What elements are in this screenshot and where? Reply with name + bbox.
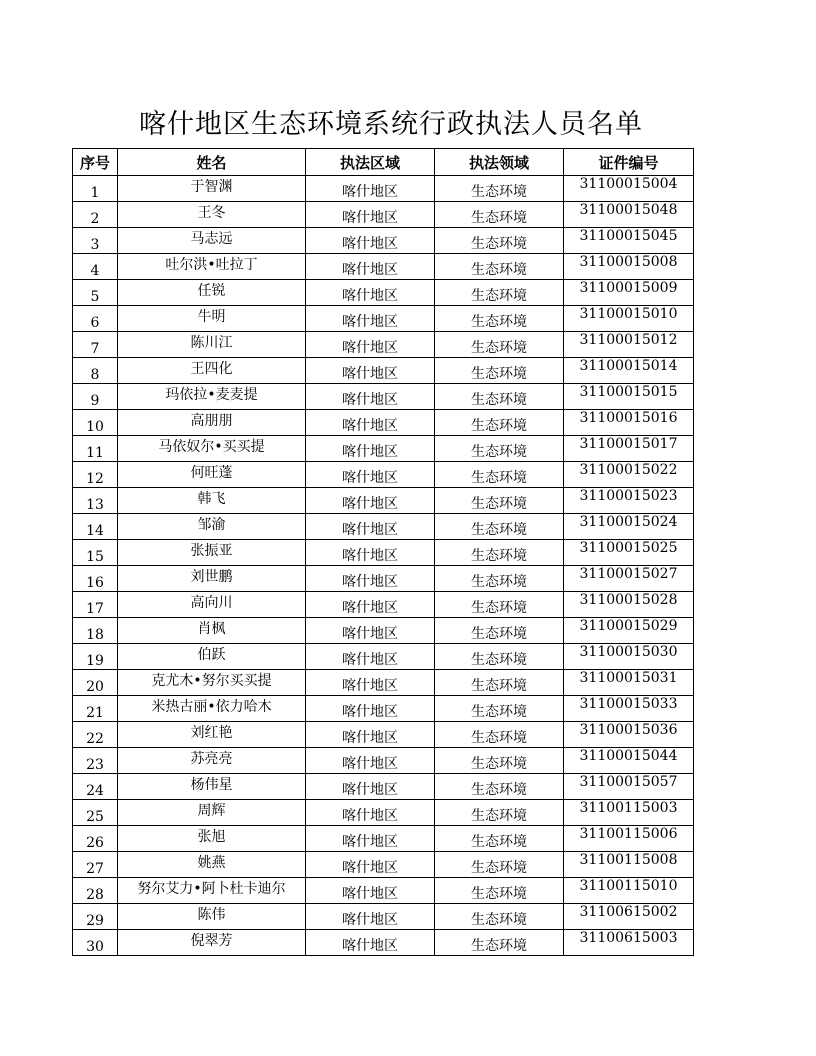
table-row — [73, 904, 694, 930]
cell-cert-number: 31100015024 — [564, 514, 694, 540]
cell-name: 王四化 — [118, 358, 306, 384]
cell-seq: 25 — [73, 800, 118, 826]
cell-name: 刘世鹏 — [118, 566, 306, 592]
cell-field: 生态环境 — [435, 384, 564, 410]
cell-name: 张旭 — [118, 826, 306, 852]
cell-area: 喀什地区 — [306, 540, 435, 566]
cell-field: 生态环境 — [435, 540, 564, 566]
cell-seq: 10 — [73, 410, 118, 436]
table-row — [73, 566, 694, 592]
table-row — [73, 618, 694, 644]
cell-seq: 3 — [73, 228, 118, 254]
cell-area: 喀什地区 — [306, 228, 435, 254]
cell-seq: 21 — [73, 696, 118, 722]
table-row — [73, 748, 694, 774]
table-row — [73, 852, 694, 878]
cell-name: 苏亮亮 — [118, 748, 306, 774]
cell-seq: 13 — [73, 488, 118, 514]
table-row — [73, 358, 694, 384]
personnel-table — [72, 148, 694, 956]
cell-field: 生态环境 — [435, 852, 564, 878]
cell-name: 努尔艾力•阿卜杜卡迪尔 — [118, 878, 306, 904]
cell-name: 陈伟 — [118, 904, 306, 930]
cell-seq: 18 — [73, 618, 118, 644]
table-row — [73, 436, 694, 462]
cell-cert-number: 31100015004 — [564, 176, 694, 202]
cell-seq: 2 — [73, 202, 118, 228]
table-row — [73, 696, 694, 722]
cell-name: 刘红艳 — [118, 722, 306, 748]
cell-cert-number: 31100015015 — [564, 384, 694, 410]
cell-name: 伯跃 — [118, 644, 306, 670]
table-row — [73, 462, 694, 488]
cell-cert-number: 31100015036 — [564, 722, 694, 748]
cell-area: 喀什地区 — [306, 878, 435, 904]
cell-cert-number: 31100015044 — [564, 748, 694, 774]
cell-cert-number: 31100015016 — [564, 410, 694, 436]
table-row — [73, 488, 694, 514]
cell-area: 喀什地区 — [306, 618, 435, 644]
cell-cert-number: 31100015057 — [564, 774, 694, 800]
table-row — [73, 878, 694, 904]
cell-field: 生态环境 — [435, 878, 564, 904]
cell-name: 何旺蓬 — [118, 462, 306, 488]
table-body — [73, 176, 694, 956]
cell-seq: 16 — [73, 566, 118, 592]
cell-name: 高向川 — [118, 592, 306, 618]
cell-seq: 9 — [73, 384, 118, 410]
table-row — [73, 202, 694, 228]
cell-area: 喀什地区 — [306, 332, 435, 358]
table-row — [73, 930, 694, 956]
table-row — [73, 800, 694, 826]
cell-name: 任锐 — [118, 280, 306, 306]
cell-field: 生态环境 — [435, 462, 564, 488]
cell-area: 喀什地区 — [306, 930, 435, 956]
cell-seq: 15 — [73, 540, 118, 566]
cell-field: 生态环境 — [435, 670, 564, 696]
cell-field: 生态环境 — [435, 514, 564, 540]
cell-cert-number: 31100615003 — [564, 930, 694, 956]
cell-area: 喀什地区 — [306, 800, 435, 826]
cell-name: 陈川江 — [118, 332, 306, 358]
cell-area: 喀什地区 — [306, 514, 435, 540]
cell-area: 喀什地区 — [306, 358, 435, 384]
cell-cert-number: 31100015010 — [564, 306, 694, 332]
cell-field: 生态环境 — [435, 176, 564, 202]
cell-field: 生态环境 — [435, 826, 564, 852]
cell-name: 米热古丽•依力哈木 — [118, 696, 306, 722]
cell-area: 喀什地区 — [306, 774, 435, 800]
cell-cert-number: 31100015045 — [564, 228, 694, 254]
cell-seq: 26 — [73, 826, 118, 852]
cell-area: 喀什地区 — [306, 826, 435, 852]
cell-seq: 27 — [73, 852, 118, 878]
cell-seq: 20 — [73, 670, 118, 696]
cell-seq: 11 — [73, 436, 118, 462]
cell-area: 喀什地区 — [306, 176, 435, 202]
cell-seq: 30 — [73, 930, 118, 956]
cell-area: 喀什地区 — [306, 410, 435, 436]
cell-seq: 7 — [73, 332, 118, 358]
cell-seq: 4 — [73, 254, 118, 280]
cell-cert-number: 31100015027 — [564, 566, 694, 592]
cell-cert-number: 31100115006 — [564, 826, 694, 852]
cell-field: 生态环境 — [435, 566, 564, 592]
cell-name: 张振亚 — [118, 540, 306, 566]
cell-field: 生态环境 — [435, 696, 564, 722]
cell-name: 肖枫 — [118, 618, 306, 644]
cell-cert-number: 31100015012 — [564, 332, 694, 358]
cell-name: 马志远 — [118, 228, 306, 254]
cell-area: 喀什地区 — [306, 904, 435, 930]
table-row — [73, 410, 694, 436]
page-title: 喀什地区生态环境系统行政执法人员名单 — [139, 109, 643, 140]
table-row — [73, 592, 694, 618]
cell-area: 喀什地区 — [306, 644, 435, 670]
cell-name: 邹渝 — [118, 514, 306, 540]
table-header-row — [73, 149, 694, 176]
cell-seq: 24 — [73, 774, 118, 800]
cell-area: 喀什地区 — [306, 488, 435, 514]
cell-name: 克尤木•努尔买买提 — [118, 670, 306, 696]
header-cert: 证件编号 — [564, 149, 694, 176]
cell-area: 喀什地区 — [306, 722, 435, 748]
cell-cert-number: 31100015025 — [564, 540, 694, 566]
cell-field: 生态环境 — [435, 410, 564, 436]
cell-seq: 19 — [73, 644, 118, 670]
cell-area: 喀什地区 — [306, 202, 435, 228]
table-row — [73, 722, 694, 748]
cell-name: 马依奴尔•买买提 — [118, 436, 306, 462]
cell-field: 生态环境 — [435, 930, 564, 956]
cell-cert-number: 31100015030 — [564, 644, 694, 670]
cell-area: 喀什地区 — [306, 566, 435, 592]
cell-area: 喀什地区 — [306, 280, 435, 306]
cell-cert-number: 31100015029 — [564, 618, 694, 644]
table-row — [73, 228, 694, 254]
cell-area: 喀什地区 — [306, 462, 435, 488]
cell-cert-number: 31100115010 — [564, 878, 694, 904]
cell-cert-number: 31100015028 — [564, 592, 694, 618]
cell-cert-number: 31100015008 — [564, 254, 694, 280]
table-row — [73, 826, 694, 852]
header-area: 执法区域 — [306, 149, 435, 176]
cell-name: 杨伟星 — [118, 774, 306, 800]
cell-field: 生态环境 — [435, 618, 564, 644]
cell-name: 高朋朋 — [118, 410, 306, 436]
cell-field: 生态环境 — [435, 436, 564, 462]
table-row — [73, 280, 694, 306]
cell-name: 玛依拉•麦麦提 — [118, 384, 306, 410]
cell-area: 喀什地区 — [306, 254, 435, 280]
cell-seq: 23 — [73, 748, 118, 774]
table-row — [73, 514, 694, 540]
cell-cert-number: 31100015048 — [564, 202, 694, 228]
cell-field: 生态环境 — [435, 488, 564, 514]
cell-field: 生态环境 — [435, 306, 564, 332]
cell-field: 生态环境 — [435, 358, 564, 384]
cell-name: 于智渊 — [118, 176, 306, 202]
cell-cert-number: 31100615002 — [564, 904, 694, 930]
cell-seq: 5 — [73, 280, 118, 306]
table-row — [73, 670, 694, 696]
cell-field: 生态环境 — [435, 228, 564, 254]
cell-name: 姚燕 — [118, 852, 306, 878]
table-row — [73, 176, 694, 202]
cell-field: 生态环境 — [435, 800, 564, 826]
table-row — [73, 644, 694, 670]
cell-cert-number: 31100115003 — [564, 800, 694, 826]
cell-cert-number: 31100015023 — [564, 488, 694, 514]
cell-area: 喀什地区 — [306, 748, 435, 774]
cell-area: 喀什地区 — [306, 670, 435, 696]
cell-field: 生态环境 — [435, 280, 564, 306]
cell-cert-number: 31100015014 — [564, 358, 694, 384]
cell-cert-number: 31100015033 — [564, 696, 694, 722]
header-name: 姓名 — [118, 149, 306, 176]
table-row — [73, 774, 694, 800]
cell-field: 生态环境 — [435, 644, 564, 670]
cell-cert-number: 31100015022 — [564, 462, 694, 488]
cell-area: 喀什地区 — [306, 384, 435, 410]
cell-area: 喀什地区 — [306, 306, 435, 332]
cell-seq: 17 — [73, 592, 118, 618]
table-row — [73, 332, 694, 358]
cell-seq: 28 — [73, 878, 118, 904]
cell-cert-number: 31100115008 — [564, 852, 694, 878]
cell-seq: 22 — [73, 722, 118, 748]
cell-field: 生态环境 — [435, 748, 564, 774]
cell-seq: 1 — [73, 176, 118, 202]
cell-seq: 8 — [73, 358, 118, 384]
table-row — [73, 384, 694, 410]
cell-field: 生态环境 — [435, 774, 564, 800]
cell-area: 喀什地区 — [306, 696, 435, 722]
cell-name: 吐尔洪•吐拉丁 — [118, 254, 306, 280]
cell-field: 生态环境 — [435, 722, 564, 748]
cell-seq: 6 — [73, 306, 118, 332]
cell-name: 倪翠芳 — [118, 930, 306, 956]
cell-name: 周辉 — [118, 800, 306, 826]
cell-name: 王冬 — [118, 202, 306, 228]
cell-cert-number: 31100015017 — [564, 436, 694, 462]
cell-cert-number: 31100015031 — [564, 670, 694, 696]
cell-seq: 29 — [73, 904, 118, 930]
cell-area: 喀什地区 — [306, 852, 435, 878]
cell-field: 生态环境 — [435, 202, 564, 228]
cell-seq: 12 — [73, 462, 118, 488]
table-row — [73, 306, 694, 332]
header-seq: 序号 — [73, 149, 118, 176]
cell-seq: 14 — [73, 514, 118, 540]
cell-cert-number: 31100015009 — [564, 280, 694, 306]
cell-area: 喀什地区 — [306, 592, 435, 618]
cell-name: 韩飞 — [118, 488, 306, 514]
table-row — [73, 254, 694, 280]
cell-area: 喀什地区 — [306, 436, 435, 462]
cell-field: 生态环境 — [435, 592, 564, 618]
cell-field: 生态环境 — [435, 332, 564, 358]
table-row — [73, 540, 694, 566]
cell-name: 牛明 — [118, 306, 306, 332]
cell-field: 生态环境 — [435, 254, 564, 280]
header-field: 执法领域 — [435, 149, 564, 176]
cell-field: 生态环境 — [435, 904, 564, 930]
